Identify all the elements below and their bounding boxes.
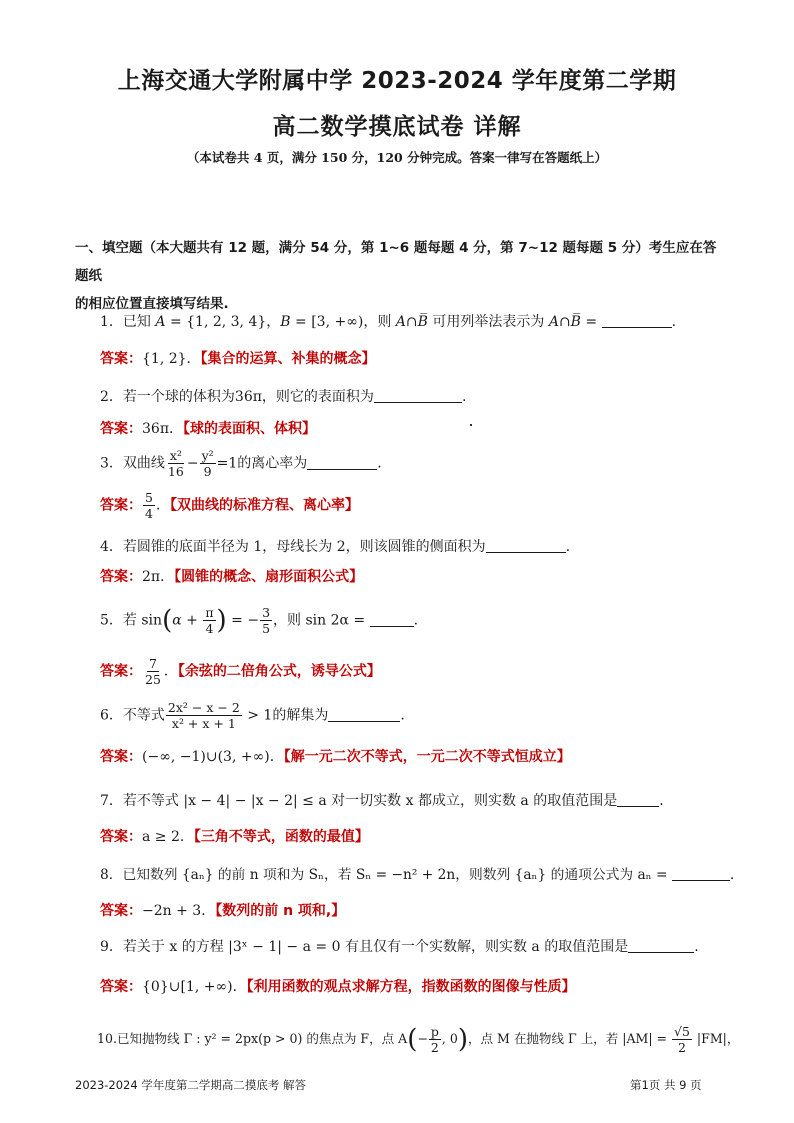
page-subtitle-title: 高二数学摸底试卷 详解 (272, 114, 522, 140)
question-1: 1．已知 A = {1, 2, 3, 4}，B = [3, +∞)，则 A∩B̅ 可用列举法表示为 A∩B̅ = . (100, 314, 677, 330)
knowledge-tag: 【双曲线的标准方程、离心率】 (169, 497, 359, 514)
question-8: 8．已知数列 {aₙ} 的前 n 项和为 Sₙ，若 Sₙ = −n² + 2n，则数列 {aₙ} 的通项公式为 aₙ = . (100, 867, 735, 883)
question-7: 7．若不等式 |x − 4| − |x − 2| ≤ a 对一切实数 x 都成立，则实数 a 的取值范围是 . (100, 793, 664, 809)
answer-label: 答案： (100, 421, 142, 437)
knowledge-tag: 【圆锥的概念、扇形面积公式】 (174, 569, 364, 585)
answer-value: {1, 2}． (142, 351, 201, 367)
answer-value: 36π． (142, 421, 184, 437)
answer-blank[interactable] (328, 707, 400, 722)
question-6: 6．不等式 $\frac{\text{2x² − x − 2}}{\text{x² + x + 1}}$ > 1的解集为 . (100, 700, 405, 731)
answer-label: 答案： (100, 569, 142, 585)
answer-label: 答案： (100, 497, 142, 514)
page-title: 上海交通大学附属中学 2023-2024 学年度第二学期 (117, 68, 677, 94)
answer-blank[interactable] (617, 792, 659, 807)
knowledge-tag: 【利用函数的观点求解方程，指数函数的图像与性质】 (246, 979, 576, 995)
answer-value: {0}∪[1, +∞)． (142, 979, 247, 995)
question-3: 3．双曲线 $\frac{\text{x²}}{16}$ − $\frac{\text{y²}}{9}$ =1的离心率为 . (100, 448, 382, 479)
fraction: $\frac{p}{2}$ (430, 1024, 439, 1055)
answer-blank[interactable] (672, 866, 730, 881)
answer-label: 答案： (100, 663, 142, 680)
knowledge-tag: 【数列的前 n 项和,】 (215, 903, 346, 919)
answer-label: 答案： (100, 903, 142, 919)
question-5: 5．若 sin(α + $\frac{\pi}{4}$ ) = − $\frac{3}{5}$ ，则 sin 2α = . (100, 605, 419, 636)
answer-1 (100, 348, 376, 368)
answer-label: 答案： (100, 351, 142, 367)
answer-7 (100, 826, 369, 846)
section-heading (75, 234, 725, 318)
answer-label: 答案： (100, 979, 142, 995)
answer-label: 答案： (100, 749, 142, 765)
answer-fraction: $\frac{7}{25}$ (145, 656, 161, 687)
knowledge-tag: 【余弦的二倍角公式，诱导公式】 (177, 663, 381, 680)
question-4: 4．若圆锥的底面半径为 1，母线长为 2，则该圆锥的侧面积为 . (100, 539, 571, 555)
answer-blank[interactable] (307, 455, 377, 470)
page-number: 第1页 共 9 页 (630, 1078, 702, 1092)
knowledge-tag: 【集合的运算、补集的概念】 (200, 351, 376, 367)
fraction: $\frac{√5}{2}$ (674, 1024, 690, 1055)
answer-label: 答案： (100, 829, 142, 845)
exam-instructions: （本试卷共 4 页，满分 150 分，120 分钟完成。答案一律写在答题纸上） (186, 150, 608, 165)
answer-value: 2π． (142, 569, 175, 585)
section-heading-line1: 一、填空题（本大题共有 12 题，满分 54 分，第 1~6 题每题 4 分，第 7~12 题每题 5 分）考生应在答题纸 (75, 240, 717, 284)
answer-2 (100, 418, 316, 438)
footer-title: 2023-2024 学年度第二学期高二摸底考 解答 (75, 1078, 306, 1092)
knowledge-tag: 【三角不等式，函数的最值】 (193, 829, 369, 845)
section-heading-line2: 的相应位置直接填写结果. (75, 296, 229, 312)
knowledge-tag: 【解一元二次不等式，一元二次不等式恒成立】 (283, 749, 571, 765)
question-10: 10.已知抛物线 Γ : y² = 2px(p > 0) 的焦点为 F，点 A(− $\frac{p}{2}$ , 0)，点 M 在抛物线 Γ 上，若 |AM| = $\frac{√5}{2}$ |FM|， (97, 1024, 740, 1055)
answer-blank[interactable] (370, 612, 414, 627)
answer-9 (100, 976, 576, 996)
answer-4 (100, 566, 363, 586)
answer-blank[interactable] (628, 938, 694, 953)
answer-blank[interactable] (602, 313, 672, 328)
answer-6 (100, 746, 571, 766)
answer-blank[interactable] (374, 388, 462, 403)
answer-value: a ≥ 2． (142, 829, 194, 845)
answer-fraction: $\frac{5}{4}$ (145, 490, 153, 521)
answer-8 (100, 900, 345, 920)
answer-value: −2n + 3． (142, 903, 216, 919)
answer-5: 答案： $\frac{7}{25}$ ．【余弦的二倍角公式，诱导公式】 (100, 656, 381, 687)
knowledge-tag: 【球的表面积、体积】 (183, 421, 317, 437)
fraction: $\frac{\text{y²}}{9}$ (201, 448, 214, 479)
fraction: $\frac{3}{5}$ (262, 605, 271, 636)
question-9: 9．若关于 x 的方程 |3ˣ − 1| − a = 0 有且仅有一个实数解，则实数 a 的取值范围是 . (100, 939, 699, 955)
question-2: 2．若一个球的体积为36π，则它的表面积为 . (100, 389, 467, 405)
answer-blank[interactable] (486, 538, 566, 553)
fraction: $\frac{\text{x²}}{16}$ (167, 448, 184, 479)
answer-3: 答案： $\frac{5}{4}$ ．【双曲线的标准方程、离心率】 (100, 490, 359, 521)
fraction: $\frac{\pi}{4}$ (205, 605, 214, 636)
answer-value: (−∞, −1)∪(3, +∞)． (142, 749, 284, 765)
fraction: $\frac{\text{2x² − x − 2}}{\text{x² + x + 1}}$ (167, 700, 240, 731)
stray-dot (470, 424, 472, 426)
